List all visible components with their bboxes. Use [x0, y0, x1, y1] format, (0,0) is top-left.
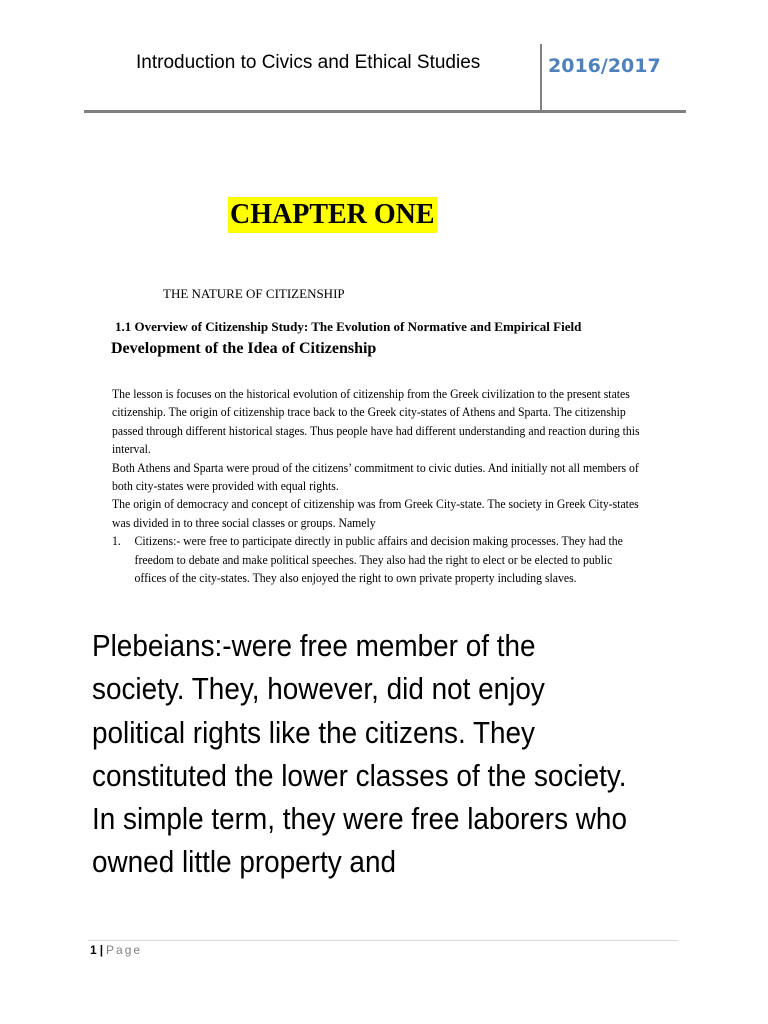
- list-number: 1.: [112, 534, 121, 549]
- chapter-title: CHAPTER ONE: [228, 197, 437, 233]
- topic-heading: Development of the Idea of Citizenship: [111, 340, 377, 357]
- document-title: Introduction to Civics and Ethical Studies: [136, 52, 481, 73]
- list-item: [112, 532, 640, 587]
- academic-year: 2016/2017: [548, 55, 661, 77]
- paragraph: The lesson is focuses on the historical evolution of citizenship from the Greek civilization to the present states citizenship. The origin of citizenship trace back to the Greek city-states of Athens and Sparta. The citizenship passed through different historical stages. Thus people have had different understanding and reaction during this interval.: [112, 387, 640, 457]
- page-footer: [90, 943, 142, 957]
- list-text: Citizens:- were free to participate directly in public affairs and decision making processes. They had the freedom to debate and make political speeches. They also had the right to elect or be elected to public offices of the city-states. They also enjoyed the right to own private property including slaves.: [134, 534, 623, 586]
- header-rule: [84, 110, 686, 113]
- large-paragraph: Plebeians:-were free member of the society. They, however, did not enjoy political rights like the citizens. They constituted the lower classes of the society. In simple term, they were free laborers who owned little property and: [92, 628, 627, 880]
- paragraph: Both Athens and Sparta were proud of the citizens’ commitment to civic duties. And initially not all members of both city-states were provided with equal rights.: [112, 460, 639, 494]
- subsection-heading: 1.1 Overview of Citizenship Study: The Evolution of Normative and Empirical Field: [115, 319, 582, 334]
- body-text: [112, 385, 640, 587]
- section-title: THE NATURE OF CITIZENSHIP: [163, 286, 345, 301]
- page-label: Page: [106, 943, 143, 957]
- footer-separator: |: [99, 943, 104, 957]
- footer-rule: [88, 940, 678, 941]
- header-divider: [540, 44, 542, 112]
- paragraph: The origin of democracy and concept of citizenship was from Greek City-state. The society in Greek City-states was divided in to three social classes or groups. Namely: [112, 497, 639, 530]
- page-number: 1: [90, 943, 97, 957]
- page-header: [84, 44, 686, 114]
